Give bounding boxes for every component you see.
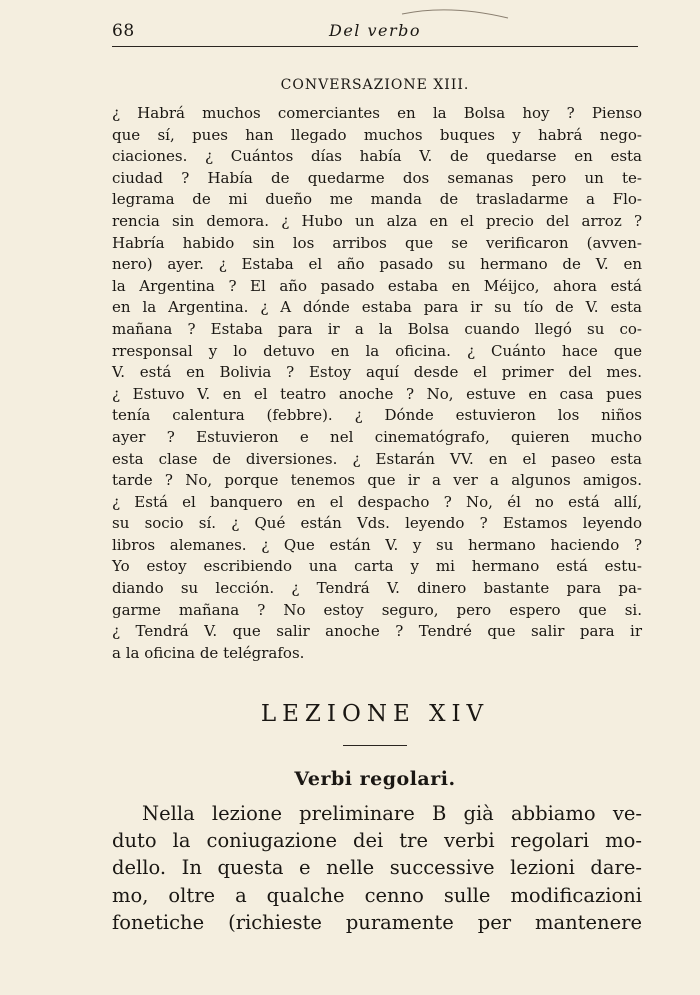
body-line: duto la coniugazione dei tre verbi regolari mo- [112, 829, 642, 853]
text-line: tarde ? No, porque tenemos que ir a ver a algunos amigos. [112, 471, 642, 490]
pencil-mark [400, 6, 510, 26]
text-line: Yo estoy escribiendo una carta y mi hermano está estu- [112, 557, 642, 576]
conversation-title: CONVERSAZIONE XIII. [280, 77, 470, 93]
text-line: nero) ayer. ¿ Estaba el año pasado su hermano de V. en [112, 255, 642, 274]
body-line: fonetiche (richieste puramente per mantenere [112, 910, 642, 934]
running-head: Del verbo [328, 21, 422, 40]
text-line: ¿ Tendrá V. que salir anoche ? Tendré que salir para ir [112, 622, 642, 641]
text-line: tenía calentura (febbre). ¿ Dónde estuvieron los niños [112, 406, 642, 425]
text-line: garme mañana ? No estoy seguro, pero espero que si. [112, 600, 642, 619]
text-line: la Argentina ? El año pasado estaba en Méijco, ahora está [112, 276, 642, 295]
body-line: mo, oltre a qualche cenno sulle modificazioni [112, 883, 642, 907]
heading-rule [343, 745, 407, 746]
text-line: ciudad ? Había de quedarme dos semanas pero un te- [112, 168, 642, 187]
text-line: rencia sin demora. ¿ Hubo un alza en el precio del arroz ? [112, 211, 642, 230]
conversation-text [112, 103, 642, 664]
text-line: mañana ? Estaba para ir a la Bolsa cuando llegó su co- [112, 319, 642, 338]
text-line: ciaciones. ¿ Cuántos días había V. de quedarse en esta [112, 147, 642, 166]
text-line: diando su lección. ¿ Tendrá V. dinero bastante para pa- [112, 579, 642, 598]
text-line: Habría habido sin los arribos que se verificaron (avven- [112, 233, 642, 252]
text-line: ¿ Habrá muchos comerciantes en la Bolsa hoy ? Pienso [112, 104, 642, 122]
text-line: rresponsal y lo detuvo en la oficina. ¿ Cuánto hace que [112, 341, 642, 360]
text-line: ¿ Estuvo V. en el teatro anoche ? No, estuve en casa pues [112, 384, 642, 403]
lesson-heading: LEZIONE XIV [260, 701, 490, 727]
text-line: en la Argentina. ¿ A dónde estaba para ir su tío de V. esta [112, 298, 642, 317]
lesson-subheading: Verbi regolari. [294, 768, 456, 790]
text-line: V. está en Bolivia ? Estoy aquí desde el primer del mes. [112, 363, 642, 382]
text-line: a la oficina de telégrafos. [112, 643, 305, 662]
lesson-body [112, 800, 642, 936]
body-line: dello. In questa e nelle successive lezioni dare- [112, 856, 642, 880]
page-header [112, 18, 638, 47]
page-number: 68 [112, 21, 135, 41]
body-line: Nella lezione preliminare B già abbiamo ve- [142, 802, 642, 825]
text-line: ¿ Está el banquero en el despacho ? No, él no está allí, [112, 492, 642, 511]
text-line: su socio sí. ¿ Qué están Vds. leyendo ? Estamos leyendo [112, 514, 642, 533]
text-line: libros alemanes. ¿ Que están V. y su hermano haciendo ? [112, 535, 642, 554]
text-line: legrama de mi dueño me manda de trasladarme a Flo- [112, 190, 642, 209]
text-line: esta clase de diversiones. ¿ Estarán VV. en el paseo esta [112, 449, 642, 468]
text-line: que sí, pues han llegado muchos buques y habrá nego- [112, 125, 642, 144]
text-line: ayer ? Estuvieron e nel cinematógrafo, quieren mucho [112, 427, 642, 446]
